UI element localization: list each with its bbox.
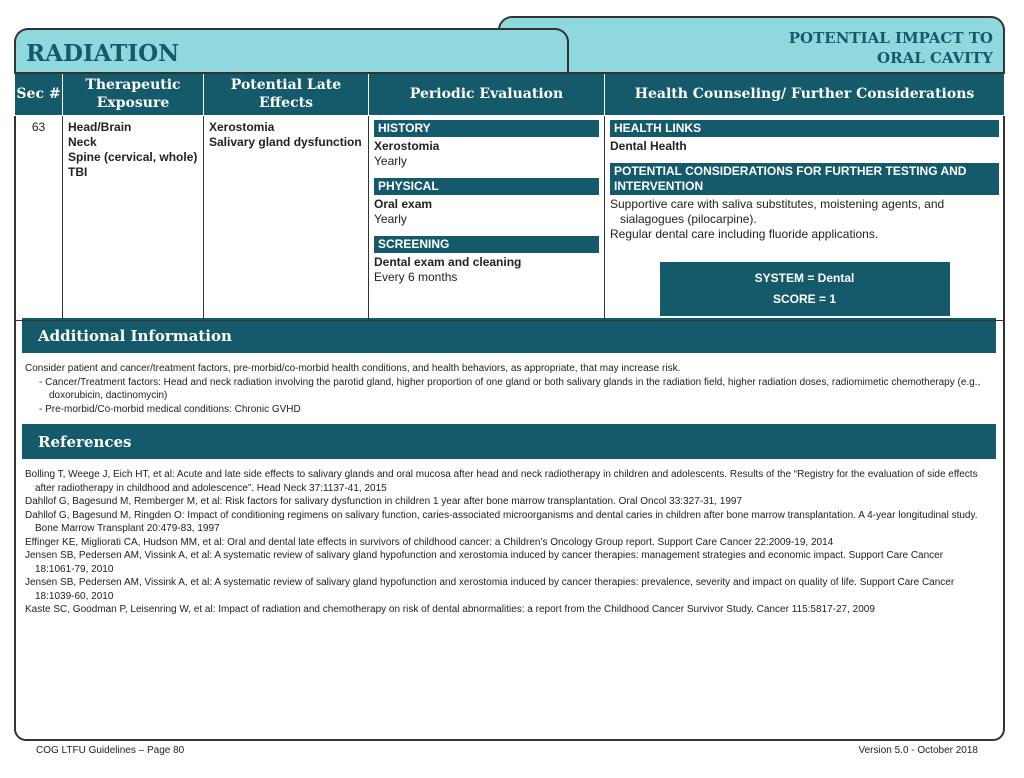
reference: Jensen SB, Pedersen AM, Vissink A, et al: A systematic review of salivary gland hypofunction and xerostomia induced by cancer therapies: management strategies and economic impact. Support Care Cancer 18:1061-79, 2010 (25, 550, 944, 575)
sec-number: 63 (15, 115, 63, 320)
health-link[interactable]: Dental Health (610, 138, 687, 153)
exposure-cell: Head/Brain Neck Spine (cervical, whole) TBI (63, 115, 204, 320)
references-bar: References (22, 424, 996, 459)
section-tab (14, 28, 569, 74)
reference: Kaste SC, Goodman P, Leisenring W, et al: Impact of radiation and chemotherapy on risk of dental abnormalities: a report from the Childhood Cancer Survivor Study. Cancer 115:5817-27, 2009 (25, 604, 875, 615)
footer-version: Version 5.0 - October 2018 (858, 745, 978, 756)
history-heading: HISTORY (374, 120, 599, 137)
counseling-cell: HEALTH LINKS Dental Health POTENTIAL CONSIDERATIONS FOR FURTHER TESTING AND INTERVENTION Supportive care with saliva substitutes, moistening agents, and sialagogues (pilocarpine). Regular dental care including fluoride applications. SYSTEM = Dental SCORE = 1 (605, 115, 1005, 320)
guideline-table (14, 72, 1005, 321)
additional-info-text: Consider patient and cancer/treatment factors, pre-morbid/co-morbid health conditions, and health behaviors, as appropriate, that may increase risk. - Cancer/Treatment factors: Head and neck radiation involving the parotid gland, higher proportion of one gland or both salivary glands in the radiation field, higher radiation doses, radiomimetic chemotherapy (e.g., doxorubicin, dactinomycin) - Pre-morbid/Co-morbid medical conditions: Chronic GVHD (25, 363, 981, 415)
impact-title: POTENTIAL IMPACT TO ORAL CAVITY (788, 29, 993, 67)
screening-heading: SCREENING (374, 236, 599, 253)
header-exposure: Therapeutic Exposure (63, 73, 204, 115)
reference: Dahllof G, Bagesund M, Ringden O: Impact of conditioning regimens on salivary function, caries-associated microorganisms and dental caries in children after bone marrow transplantation. A 4-year longitudinal study. Bone Marrow Transplant 20:479-83, 1997 (25, 509, 978, 534)
footer-page: COG LTFU Guidelines – Page 80 (36, 745, 185, 756)
header-late-effects: Potential Late Effects (204, 73, 369, 115)
section-title: RADIATION (26, 40, 180, 67)
considerations-heading: POTENTIAL CONSIDERATIONS FOR FURTHER TESTING AND INTERVENTION (610, 163, 999, 195)
evaluation-cell: HISTORY Xerostomia Yearly PHYSICAL Oral exam Yearly SCREENING Dental exam and cleaning Every 6 months (369, 115, 605, 320)
table-row (15, 115, 1005, 320)
reference: Effinger KE, Migliorati CA, Hudson MM, et al: Oral and dental late effects in survivors of childhood cancer: a Children’s Oncology Group report. Support Care Cancer 22:2009-19, 2014 (25, 536, 834, 548)
header-sec: Sec # (15, 73, 63, 115)
reference: Bolling T, Weege J, Eich HT, et al: Acute and late side effects to salivary glands and oral mucosa after head and neck radiotherapy in children and adolescents. Results of the “Registry for the evaluation of side effects after radiotherapy in childhood and adolescence”. Head Neck 37:1137-41, 2015 (25, 469, 978, 494)
system-score-box: SYSTEM = Dental SCORE = 1 (660, 262, 950, 316)
health-links-heading: HEALTH LINKS (610, 120, 999, 137)
references-list (25, 468, 985, 617)
impact-tab (498, 16, 1005, 74)
reference: Dahllof G, Bagesund M, Remberger M, et al: Risk factors for salivary dysfunction in children 1 year after bone marrow transplantation. Oral Oncol 33:327-31, 1997 (25, 496, 743, 507)
additional-info-bar: Additional Information (22, 318, 996, 353)
physical-heading: PHYSICAL (374, 178, 599, 195)
header-counseling: Health Counseling/ Further Considerations (605, 73, 1005, 115)
reference: Jensen SB, Pedersen AM, Vissink A, et al: A systematic review of salivary gland hypofunction and xerostomia induced by cancer therapies: prevalence, severity and impact on quality of life. Support Care Cancer 18:1039-60, 2010 (25, 577, 955, 602)
late-effects-cell: Xerostomia Salivary gland dysfunction (204, 115, 369, 320)
header-evaluation: Periodic Evaluation (369, 73, 605, 115)
table-header (15, 73, 1005, 115)
